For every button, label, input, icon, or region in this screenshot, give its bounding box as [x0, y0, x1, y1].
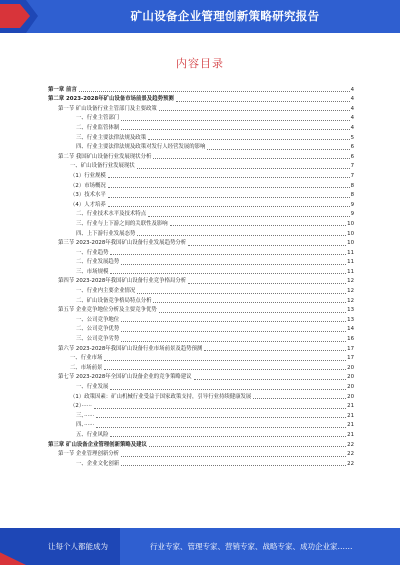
toc-page-number: 10	[347, 230, 354, 237]
toc-leader-dots	[104, 369, 346, 370]
toc-leader-dots	[194, 379, 347, 380]
report-title: 矿山设备企业管理创新策略研究报告	[130, 9, 320, 23]
toc-leader-dots	[170, 225, 346, 226]
toc-entry-label: 三、市场规模	[76, 268, 109, 275]
toc-page-number: 4	[350, 86, 354, 93]
toc-entry[interactable]	[48, 132, 354, 142]
toc-entry[interactable]	[48, 391, 354, 401]
toc-leader-dots	[137, 293, 346, 294]
toc-page-number: 12	[347, 288, 354, 295]
toc-entry-label: 一、公司竞争地位	[76, 316, 120, 323]
toc-page-number: 22	[347, 460, 354, 467]
toc-page-number: 16	[347, 336, 354, 343]
toc-entry-label: （4）人才培养	[70, 201, 106, 208]
toc-leader-dots	[207, 149, 349, 150]
footer-roles: 行业专家、管理专家、营销专家、战略专家、成功企业家……	[150, 542, 353, 551]
toc-entry[interactable]	[48, 199, 354, 209]
page-title: 内容目录	[176, 57, 224, 70]
toc-entry[interactable]	[48, 305, 354, 315]
toc-entry-label: （3）技术水平	[70, 192, 106, 199]
toc-entry-label: 一、行业发展	[76, 384, 109, 390]
toc-leader-dots	[108, 206, 350, 207]
toc-page-number: 13	[347, 307, 354, 314]
toc-entry[interactable]	[48, 420, 354, 430]
toc-leader-dots	[121, 456, 346, 457]
toc-entry[interactable]	[48, 295, 354, 305]
footer-slogan: 让每个人都能成为	[48, 542, 108, 551]
red-flag-decoration	[0, 0, 42, 33]
toc-page-number: 21	[347, 403, 354, 410]
toc-entry[interactable]	[48, 122, 354, 132]
toc-entry[interactable]	[48, 343, 354, 353]
toc-entry[interactable]	[48, 410, 354, 420]
toc-entry-label: 三、行业与上下游之间的关联性及影响	[76, 220, 168, 227]
toc-entry[interactable]	[48, 180, 354, 190]
toc-entry-label: 二、行业发展趋势	[76, 259, 120, 266]
toc-leader-dots	[148, 139, 349, 140]
toc-entry[interactable]	[48, 333, 354, 343]
toc-page-number: 17	[347, 345, 354, 352]
toc-entry-label: （1）政策因素：矿山机械行业受益于国家政策支持，引导行业持续健康发展	[70, 393, 252, 400]
toc-entry-label: （1）行业规模	[70, 172, 106, 179]
toc-page-number: 21	[347, 431, 354, 438]
toc-entry-label: 第七节 2023-2028年全国矿山设备企业的竞争策略建议	[58, 374, 192, 381]
toc-page-number: 4	[350, 124, 354, 131]
toc-entry-label: 第五节 企业竞争地位分析及主要竞争优势	[58, 307, 157, 314]
toc-leader-dots	[110, 389, 346, 390]
toc-leader-dots	[176, 101, 350, 102]
toc-page-number: 10	[347, 240, 354, 247]
toc-entry-label: 五、行业风险	[76, 431, 109, 438]
toc-entry[interactable]	[48, 449, 354, 459]
toc-page-number: 5	[350, 134, 354, 141]
toc-entry-label: 一、行业市场	[70, 355, 103, 362]
toc-leader-dots	[188, 283, 346, 284]
toc-page-number: 8	[350, 182, 354, 189]
toc-leader-dots	[94, 408, 346, 409]
toc-page-number: 22	[347, 441, 354, 448]
report-header	[0, 0, 400, 33]
toc-entry[interactable]	[48, 228, 354, 238]
toc-page-number: 14	[347, 326, 354, 333]
toc-entry[interactable]	[48, 458, 354, 468]
toc-entry[interactable]	[48, 151, 354, 161]
toc-entry[interactable]	[48, 209, 354, 219]
toc-entry-label: 第三章 矿山设备企业管理创新策略及建议	[48, 441, 147, 448]
toc-entry-label: 第一节 企业管理创新分析	[58, 451, 120, 458]
toc-page-number: 4	[350, 115, 354, 122]
toc-entry-label: 一、企业文化创新	[76, 460, 120, 467]
toc-entry-label: 二、公司竞争优势	[76, 326, 120, 333]
toc-leader-dots	[108, 187, 350, 188]
toc-page-number: 20	[347, 364, 354, 371]
toc-page-number: 7	[350, 163, 354, 170]
toc-leader-dots	[149, 446, 346, 447]
toc-page-number: 6	[350, 153, 354, 160]
toc-leader-dots	[148, 216, 349, 217]
toc-leader-dots	[253, 398, 346, 399]
toc-entry[interactable]	[48, 170, 354, 180]
toc-leader-dots	[108, 197, 350, 198]
footer-banner	[0, 528, 400, 565]
toc-entry[interactable]	[48, 238, 354, 248]
toc-page-number: 11	[347, 259, 354, 266]
table-of-contents	[48, 84, 354, 468]
toc-leader-dots	[137, 235, 346, 236]
toc-entry-label: 三、行业主要法律法规及政策	[76, 134, 147, 141]
toc-entry-label: 二、行业监管体制	[76, 124, 120, 131]
toc-page-number: 10	[347, 220, 354, 227]
toc-entry-label: 一、行业趋势	[76, 249, 109, 256]
toc-entry[interactable]	[48, 429, 354, 439]
toc-leader-dots	[96, 417, 346, 418]
toc-leader-dots	[121, 120, 349, 121]
toc-entry-label: 第一节 矿山设备行业主管部门及主要政策	[58, 105, 157, 112]
toc-entry[interactable]	[48, 142, 354, 152]
toc-page-number: 12	[347, 278, 354, 285]
toc-leader-dots	[108, 177, 350, 178]
toc-page-number: 11	[347, 249, 354, 256]
toc-leader-dots	[79, 91, 350, 92]
toc-entry[interactable]	[48, 103, 354, 113]
toc-entry-label: 一、矿山设备行业发展现状	[70, 163, 135, 170]
toc-entry-label: 一、行业主管部门	[76, 115, 120, 122]
toc-leader-dots	[96, 427, 346, 428]
toc-page-number: 7	[350, 172, 354, 179]
toc-entry-label: 二、矿山设备竞争格局特点分析	[76, 297, 152, 304]
toc-page-number: 4	[350, 96, 354, 103]
toc-entry[interactable]	[48, 218, 354, 228]
toc-entry[interactable]	[48, 362, 354, 372]
toc-page-number: 6	[350, 144, 354, 151]
toc-leader-dots	[121, 465, 346, 466]
toc-leader-dots	[159, 312, 346, 313]
toc-entry[interactable]	[48, 372, 354, 382]
toc-entry-label: 四、······	[76, 422, 95, 429]
toc-page-number: 20	[347, 384, 354, 390]
toc-leader-dots	[159, 110, 350, 111]
toc-leader-dots	[121, 321, 346, 322]
toc-page-number: 11	[347, 268, 354, 275]
toc-entry-label: 第二节 我国矿山设备行业发展现状分析	[58, 153, 152, 160]
toc-leader-dots	[110, 254, 346, 255]
toc-leader-dots	[204, 350, 346, 351]
toc-leader-dots	[121, 129, 349, 130]
toc-entry-label: 第四节 2023-2028年我国矿山设备行业竞争格局分析	[58, 278, 187, 285]
toc-entry-label: 四、上下游行业发展态势	[76, 230, 136, 237]
toc-leader-dots	[153, 158, 349, 159]
toc-page-number: 20	[347, 393, 354, 400]
toc-page-number: 21	[347, 422, 354, 429]
toc-entry[interactable]	[48, 324, 354, 334]
toc-leader-dots	[137, 168, 350, 169]
toc-entry-label: 二、行业技术水平及技术特点	[76, 211, 147, 218]
toc-leader-dots	[188, 245, 346, 246]
toc-entry[interactable]	[48, 113, 354, 123]
toc-entry[interactable]	[48, 161, 354, 171]
toc-page-number: 13	[347, 316, 354, 323]
toc-leader-dots	[121, 341, 346, 342]
toc-entry-label: 第六节 2023-2028年我国矿山设备行业市场前景及趋势预测	[58, 345, 203, 352]
toc-page-number: 9	[350, 211, 354, 218]
toc-entry[interactable]	[48, 439, 354, 449]
toc-entry[interactable]	[48, 353, 354, 363]
toc-entry-label: 第二章 2023-2028年矿山设备市场前景及趋势预测	[48, 96, 174, 103]
toc-entry-label: 第一章 前言	[48, 86, 77, 93]
toc-entry-label: 三、公司竞争劣势	[76, 336, 120, 343]
toc-entry[interactable]	[48, 401, 354, 411]
toc-page-number: 4	[350, 105, 354, 112]
toc-entry[interactable]	[48, 190, 354, 200]
toc-leader-dots	[121, 264, 346, 265]
toc-entry[interactable]	[48, 257, 354, 267]
toc-page-number: 21	[347, 412, 354, 419]
toc-page-number: 9	[350, 201, 354, 208]
toc-entry-label: 一、行业内主要企业情况	[76, 288, 136, 295]
toc-entry-label: （2）市场概况	[70, 182, 106, 189]
toc-entry-label: 三、······	[76, 412, 95, 419]
toc-leader-dots	[110, 436, 346, 437]
toc-page-number: 22	[347, 451, 354, 458]
toc-entry-label: 第三节 2023-2028年我国矿山设备行业发展趋势分析	[58, 240, 187, 247]
toc-leader-dots	[153, 302, 346, 303]
toc-entry[interactable]	[48, 314, 354, 324]
toc-entry[interactable]	[48, 276, 354, 286]
toc-entry-label: （2）······	[70, 403, 92, 410]
toc-entry[interactable]	[48, 247, 354, 257]
toc-entry-label: 四、行业主要法律法规及政策对发行人经营发展的影响	[76, 144, 206, 151]
toc-leader-dots	[104, 360, 346, 361]
toc-leader-dots	[110, 273, 346, 274]
toc-page-number: 12	[347, 297, 354, 304]
toc-entry[interactable]	[48, 381, 354, 391]
toc-entry-label: 二、市场前景	[70, 364, 103, 371]
toc-page-number: 17	[347, 355, 354, 362]
toc-page-number: 8	[350, 192, 354, 199]
toc-entry[interactable]	[48, 84, 354, 94]
toc-entry[interactable]	[48, 285, 354, 295]
toc-page-number: 20	[347, 374, 354, 381]
toc-entry[interactable]	[48, 94, 354, 104]
toc-entry[interactable]	[48, 266, 354, 276]
toc-leader-dots	[121, 331, 346, 332]
